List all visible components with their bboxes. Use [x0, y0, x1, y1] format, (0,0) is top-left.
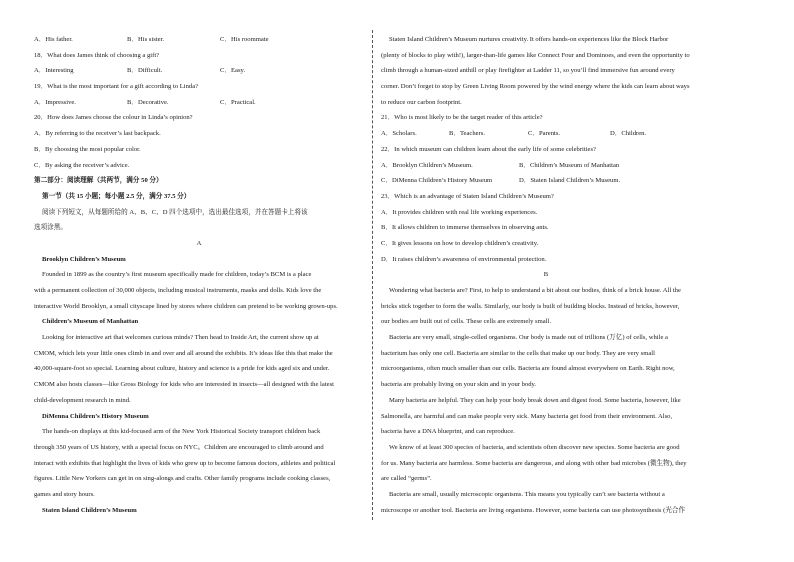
b-p2-line: microorganisms, often much smaller than our cells. Bacteria are found almost everywhere on Earth. Right now, [381, 365, 675, 373]
q21-question: 21．Who is most likely to be the target reader of this article? [381, 114, 543, 122]
q20-option-c: C．By asking the receiver’s advice. [34, 161, 130, 169]
cmom-line: CMOM also hosts classes—like Gross Biology for kids who are interested in insects—all designed with the latest [34, 381, 334, 389]
b-p3-line: Salmonella, are harmful and can make people very sick. Many bacteria get food from their environment. Also, [381, 412, 673, 420]
q22-option-b: B．Children’s Museum of Manhattan [519, 161, 620, 169]
q23-option-c: C．It gives lessons on how to develop children’s creativity. [381, 239, 539, 247]
staten-line: to reduce our carbon footprint. [381, 98, 462, 106]
b-p3-line: bacteria have a DNA blueprint, and can reproduce. [381, 428, 515, 436]
q17-option-c: C．His roommate [220, 36, 269, 43]
q19-option-c: C．Practical. [220, 98, 256, 106]
dimenna-line: games and story hours. [34, 490, 95, 498]
q18-option-a: A．Interesting [34, 67, 74, 75]
dimenna-line: through 350 years of US history, with a special focus on NYC。Children are encouraged to climb around and [34, 443, 324, 451]
q22-options-ab [381, 162, 711, 170]
part2-title: 第二部分：阅读理解（共两节，满分 50 分） [34, 177, 163, 185]
b-p2-line: Bacteria are very small, single-celled organisms. Our body is made out of trillions (万亿) of cells, while a [389, 334, 668, 342]
b-p3-line: Many bacteria are helpful. They can help your body break down and digest food. Some bacteria, however, like [389, 396, 681, 404]
q19-option-a: A．Impressive. [34, 98, 76, 106]
q21-option-c: C．Parents. [528, 130, 561, 138]
q23-option-d: D．It raises children’s awareness of environmental protection. [381, 255, 547, 263]
cmom-line: child-development research in mind. [34, 396, 131, 404]
q18-question: 18．What does James think of choosing a gift? [34, 51, 160, 59]
bcm-line: with a permanent collection of 30,000 objects, including musical instruments, masks and dolls. Kids love the [34, 287, 322, 294]
q21-options [381, 130, 711, 138]
q21-option-b: B．Teachers. [449, 130, 485, 138]
staten-line: (plenty of blocks to play with!), larger-than-life games like Connect Four and Dominoes, and even the opportunity to [381, 51, 690, 59]
q21-option-d: D．Children. [610, 130, 647, 138]
bcm-line: interactive World Brooklyn, a small cityscape lined by stores where children can pretend to be working grown-ups. [34, 302, 338, 310]
dimenna-line: figures. Little New Yorkers can get in on sing-alongs and crafts. Other family programs include cooking classes, [34, 475, 331, 483]
b-p4-line: for us. Many bacteria are harmless. Some bacteria are dangerous, and along with other bad microbes (微生物), they [381, 459, 687, 467]
q18-option-c: C．Easy. [220, 67, 246, 75]
b-p1-line: Wondering what bacteria are? First, to help to understand a bit about our bodies, think of a brick house. All the [389, 287, 681, 294]
q22-option-a: A．Brooklyn Children’s Museum. [381, 161, 473, 169]
q22-option-c: C．DiMenna Children’s History Museum [381, 177, 493, 185]
staten-line: climb through a human-sized anthill or play firefighter at Ladder 11, so you’ll find immersive fun around every [381, 67, 675, 75]
q17-option-a: A．His father. [34, 36, 73, 43]
q22-option-d: D．Staten Island Children’s Museum. [519, 177, 621, 185]
cmom-line: CMOM, which lets your little ones climb in and over and all around the exhibits. It’s ideas like this that make the [34, 349, 333, 357]
q23-option-b: B．It allows children to immerse themselves in observing ants. [381, 224, 549, 232]
q22-question: 22．In which museum can children learn about the early life of some celebrities? [381, 145, 596, 153]
passage-a-label: A [196, 239, 202, 247]
dimenna-line: interact with exhibits that highlight the lives of kids who grew up to become famous doctors, athletes and political [34, 459, 336, 467]
staten-title: Staten Island Children’s Museum [42, 506, 137, 514]
cmom-line: 40,000-square-foot so special. Learning about culture, history and science is a pride for kids aged six and under. [34, 365, 330, 373]
right-column [381, 36, 711, 522]
q23-question: 23．Which is an advantage of Staten Island Children’s Museum? [381, 192, 554, 200]
b-p5-line: microscope or another tool. Bacteria are living organisms. However, some bacteria can use photosynthesis (光合作 [381, 506, 686, 514]
q17-option-b: B．His sister. [127, 36, 165, 43]
b-p4-line: We know of at least 300 species of bacteria, and scientists often discover new species. Some bacteria are good [389, 443, 680, 451]
dimenna-line: The hands-on displays at this kid-focused arm of the New York Historical Society transport children back [42, 428, 321, 436]
bcm-title: Brooklyn Children’s Museum [42, 255, 126, 263]
instruction-line-1: 阅读下列短文，从每题所给的 A、B、C、D 四个选项中，选出最佳选项，并在答题卡上将该 [42, 208, 308, 216]
cmom-title: Children’s Museum of Manhattan [42, 318, 139, 326]
column-divider [372, 30, 373, 520]
b-p2-line: bacterium has only one cell. Bacteria are similar to the cells that make up our body. They are very small [381, 349, 655, 357]
q21-option-a: A．Scholars. [381, 130, 417, 138]
staten-line: Staten Island Children’s Museum nurtures creativity. It offers hands-on experiences like the Block Harbor [389, 36, 669, 43]
left-column [34, 36, 364, 522]
q20-option-b: B．By choosing the most popular color. [34, 145, 141, 153]
q19-option-b: B．Decorative. [127, 98, 169, 106]
q20-question: 20．How does James choose the colour in Linda’s opinion? [34, 114, 193, 122]
instruction-line-2: 选项涂黑。 [34, 224, 67, 232]
section1-title: 第一节（共 15 小题；每小题 2.5 分，满分 37.5 分） [42, 192, 191, 200]
b-p4-line: are called “germs”. [381, 475, 432, 483]
q18-options [34, 67, 364, 75]
q23-option-a: A．It provides children with real life working experiences. [381, 208, 538, 216]
q17-options [34, 36, 364, 44]
passage-b-label: B [543, 271, 549, 279]
staten-line: corner. Don’t forget to stop by Green Living Room powered by the wind energy where the kids can learn about ways [381, 83, 690, 91]
q19-options [34, 99, 364, 107]
cmom-line: Looking for interactive art that welcomes curious minds? Then head to Inside Art, the current show up at [42, 334, 319, 342]
b-p5-line: Bacteria are small, usually microscopic organisms. This means you typically can’t see bacteria without a [389, 490, 665, 498]
b-p1-line: our bodies are built out of cells. These cells are extremely small. [381, 318, 551, 326]
bcm-line: Founded in 1899 as the country’s first museum specifically made for children, today’s BCM is a place [42, 271, 312, 279]
dimenna-title: DiMenna Children’s History Museum [42, 412, 149, 420]
b-p1-line: bricks stick together to form the walls. Similarly, our body is built of building blocks. Instead of bricks, however, [381, 302, 680, 310]
q19-question: 19．What is the most important for a gift according to Linda? [34, 83, 199, 91]
q22-options-cd [381, 177, 711, 185]
q20-option-a: A．By referring to the receiver’s last backpack. [34, 130, 161, 138]
q18-option-b: B．Difficult. [127, 67, 163, 75]
b-p2-line: bacteria are probably living on your skin and in your body. [381, 381, 537, 389]
